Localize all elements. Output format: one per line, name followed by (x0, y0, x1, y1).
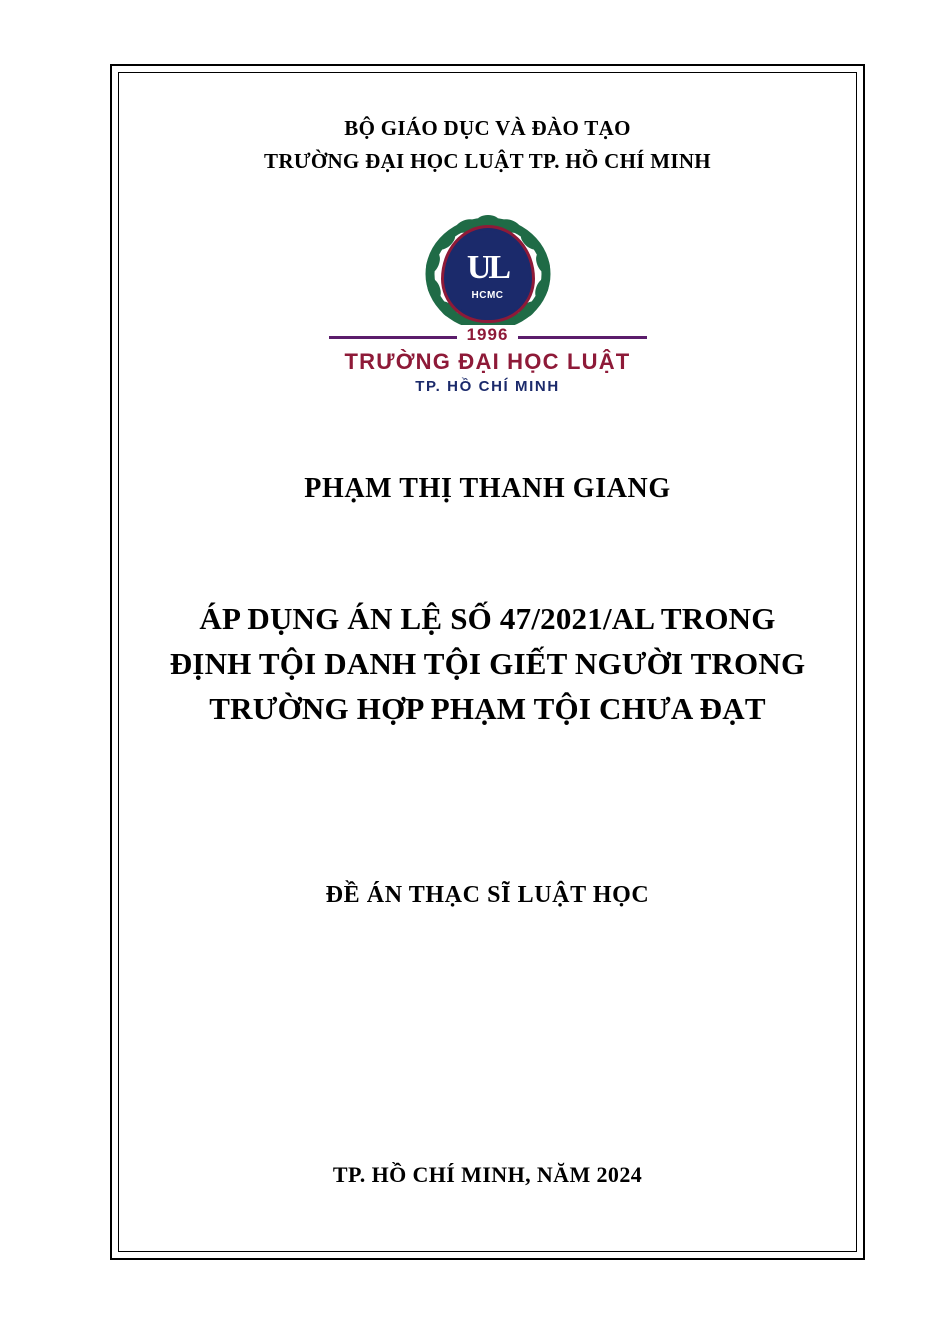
university-emblem (420, 213, 556, 335)
thesis-title-line: ĐỊNH TỘI DANH TỘI GIẾT NGƯỜI TRONG (169, 646, 806, 682)
author-name: PHẠM THỊ THANH GIANG (304, 473, 671, 505)
logo-university-line: TRƯỜNG ĐẠI HỌC LUẬT (344, 349, 631, 375)
ministry-name: BỘ GIÁO DỤC VÀ ĐÀO TẠO (344, 116, 631, 140)
monogram-subtext: HCMC (471, 290, 504, 302)
document-type: ĐỀ ÁN THẠC SĨ LUẬT HỌC (325, 881, 650, 908)
thesis-title (138, 597, 838, 732)
shield-badge (441, 225, 535, 323)
founding-year: 1996 (457, 325, 519, 345)
university-name: TRƯỜNG ĐẠI HỌC LUẬT TP. HỒ CHÍ MINH (264, 148, 711, 173)
place-and-year: TP. HỒ CHÍ MINH, NĂM 2024 (332, 1162, 643, 1187)
cover-content (130, 84, 845, 1240)
logo-year-band (329, 325, 647, 345)
logo-city-line: TP. HỒ CHÍ MINH (415, 378, 560, 396)
thesis-title-line: TRƯỜNG HỢP PHẠM TỘI CHƯA ĐẠT (209, 690, 766, 726)
monogram-text: UL (466, 249, 509, 287)
university-logo (323, 213, 653, 395)
thesis-title-line: ÁP DỤNG ÁN LỆ SỐ 47/2021/AL TRONG (199, 601, 776, 637)
